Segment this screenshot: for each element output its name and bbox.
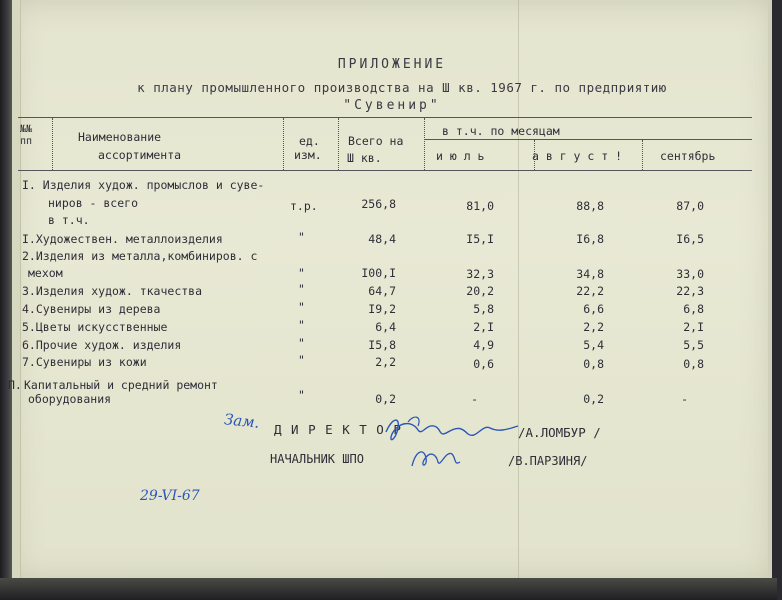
header-col-name-line2: ассортимента: [98, 148, 182, 162]
row-july: 5,8: [473, 302, 494, 316]
row-july: 0,6: [473, 357, 494, 371]
row-august: 0,2: [583, 392, 604, 406]
row-july: 2,I: [473, 320, 494, 334]
row-august: I6,8: [576, 232, 604, 246]
row-unit: ": [298, 353, 305, 367]
col-divider-2: [283, 118, 284, 170]
paper-left-strip: [12, 0, 21, 580]
director-label: Д И Р Е К Т О Р: [274, 422, 402, 437]
row-september: 0,8: [683, 357, 704, 371]
row-total: 256,8: [361, 197, 396, 211]
document-subtitle: к плану промышленного производства на Ш кв. 1967 г. по предприятию: [137, 80, 667, 95]
chief-label: НАЧАЛЬНИК ШПО: [270, 452, 364, 466]
row-september: 33,0: [676, 267, 704, 281]
table-top-rule: [18, 117, 752, 118]
row-july: -: [471, 392, 478, 406]
row-label-line: I.Художествен. металлоизделия: [22, 232, 223, 246]
header-month-july: и ю л ь: [436, 149, 485, 163]
row-label-line: в т.ч.: [48, 213, 90, 227]
row-unit: ": [298, 230, 305, 244]
row-unit: ": [298, 336, 305, 350]
row-unit: ": [298, 282, 305, 296]
scanner-edge-left: [0, 0, 12, 600]
director-name: /А.ЛОМБУР /: [518, 425, 601, 440]
col-divider-3: [338, 118, 339, 170]
row-unit: ": [298, 318, 305, 332]
months-sub-rule: [424, 139, 752, 140]
header-col-total-line2: Ш кв.: [347, 151, 382, 165]
row-september: I6,5: [676, 232, 704, 246]
row-unit: ": [298, 388, 305, 402]
header-col-total-line1: Всего на: [348, 134, 404, 148]
row-label-line: I. Изделия худож. промыслов и суве-: [22, 178, 265, 192]
row-unit: ": [298, 300, 305, 314]
row-august: 2,2: [583, 320, 604, 334]
row-september: 6,8: [683, 302, 704, 316]
handwritten-deputy-prefix: Зам.: [223, 410, 261, 432]
handwritten-date: 29-VI-67: [140, 488, 200, 504]
header-col-name-line1: Наименование: [78, 130, 162, 144]
header-col-unit-line2: изм.: [294, 148, 322, 162]
row-september: -: [681, 392, 688, 406]
col-divider-6: [642, 140, 643, 170]
row-august: 0,8: [583, 357, 604, 371]
row-roman-number: П.: [8, 378, 22, 392]
row-september: 2,I: [683, 320, 704, 334]
row-label-line: 5.Цветы искусственные: [22, 320, 168, 334]
header-month-august: а в г у с т !: [532, 149, 623, 163]
row-total: 6,4: [375, 320, 396, 334]
row-september: 87,0: [676, 199, 704, 213]
row-total: I9,2: [368, 302, 396, 316]
row-label-line: 2.Изделия из металла,комбиниров. с: [22, 249, 258, 263]
row-label-line: мехом: [28, 266, 63, 280]
header-col-number: №№ пп: [20, 124, 33, 147]
row-july: I5,I: [466, 232, 494, 246]
header-col-unit-line1: ед.: [299, 134, 320, 148]
row-label-line: оборудования: [28, 392, 112, 406]
row-july: 81,0: [466, 199, 494, 213]
row-total: I00,I: [361, 266, 396, 280]
col-divider-1: [52, 118, 53, 170]
header-month-september: сентябрь: [660, 149, 716, 163]
row-unit: ": [298, 266, 305, 280]
row-august: 22,2: [576, 284, 604, 298]
row-july: 20,2: [466, 284, 494, 298]
row-label-line: 4.Сувениры из дерева: [22, 302, 161, 316]
row-july: 32,3: [466, 267, 494, 281]
scanner-edge-bottom: [0, 578, 777, 600]
row-total: 64,7: [368, 284, 396, 298]
row-august: 34,8: [576, 267, 604, 281]
row-label-line: 3.Изделия худож. ткачества: [22, 284, 203, 298]
document-page: [8, 0, 772, 580]
row-label-line: 7.Сувениры из кожи: [22, 355, 147, 369]
header-col-months: в т.ч. по месяцам: [442, 124, 560, 138]
enterprise-name: "Сувенир": [343, 98, 441, 113]
col-divider-4: [424, 118, 425, 170]
row-august: 5,4: [583, 338, 604, 352]
row-september: 22,3: [676, 284, 704, 298]
row-total: 48,4: [368, 232, 396, 246]
row-august: 88,8: [576, 199, 604, 213]
row-total: 0,2: [375, 392, 396, 406]
row-label-line: 6.Прочие худож. изделия: [22, 338, 182, 352]
row-unit: т.р.: [290, 199, 318, 213]
row-july: 4,9: [473, 338, 494, 352]
row-total: 2,2: [375, 355, 396, 369]
chief-name: /В.ПАРЗИНЯ/: [508, 454, 588, 468]
chief-signature-icon: [406, 440, 466, 474]
row-label-line: ниров - всего: [48, 196, 139, 210]
row-total: I5,8: [368, 338, 396, 352]
document-title: ПРИЛОЖЕНИЕ: [337, 57, 447, 72]
table-header-bottom-rule: [18, 170, 752, 171]
row-label-line: Капитальный и средний ремонт: [24, 378, 218, 392]
row-september: 5,5: [683, 338, 704, 352]
row-august: 6,6: [583, 302, 604, 316]
